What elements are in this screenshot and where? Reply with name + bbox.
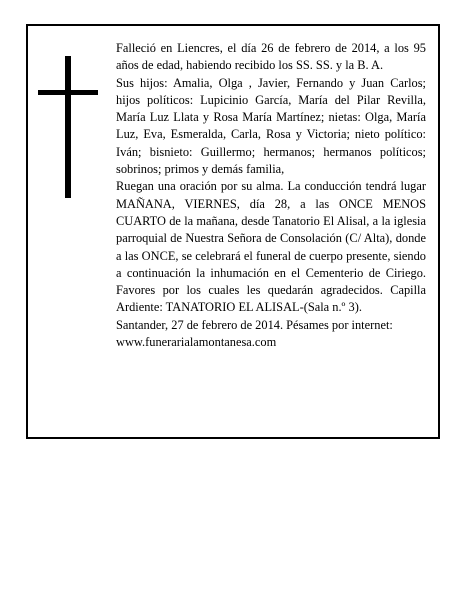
cross-horizontal-bar: [38, 90, 98, 95]
notice-text: [116, 40, 426, 351]
date-and-condolences: Santander, 27 de febrero de 2014. Pésames por internet: www.funerarialamontanesa.com: [116, 317, 393, 350]
cross-vertical-bar: [65, 56, 71, 198]
family-list: Sus hijos: Amalia, Olga , Javier, Fernando y Juan Carlos; hijos políticos: Lupicinio García, María del Pilar Revilla, María Luz Llata y Rosa María Martínez; nietas: Olga, María Luz, Eva, Esmeralda, Carla, Rosa y Victoria; nieto político: Iván; bisnieto: Guillermo; hermanos; hermanos políticos; sobrinos; primos y demás familia,: [116, 75, 426, 177]
cross-icon: [38, 56, 98, 198]
funeral-details: Ruegan una oración por su alma. La conducción tendrá lugar MAÑANA, VIERNES, día 28, a las ONCE MENOS CUARTO de la mañana, desde Tanatorio El Alisal, a la iglesia parroquial de Nuestra Señora de Consolación (C/ Alta), donde a las ONCE, se celebrará el funeral de cuerpo presente, siendo a continuación la inhumación en el Cementerio de Ciriego. Favores por los cuales les quedarán agradecidos. Capilla Ardiente: TANATORIO EL ALISAL-(Sala n.º 3).: [116, 179, 426, 315]
obituary-notice: [26, 24, 440, 439]
death-announcement: Falleció en Liencres, el día 26 de febrero de 2014, a los 95 años de edad, habiendo recibido los SS. SS. y la B. A.: [116, 41, 426, 73]
